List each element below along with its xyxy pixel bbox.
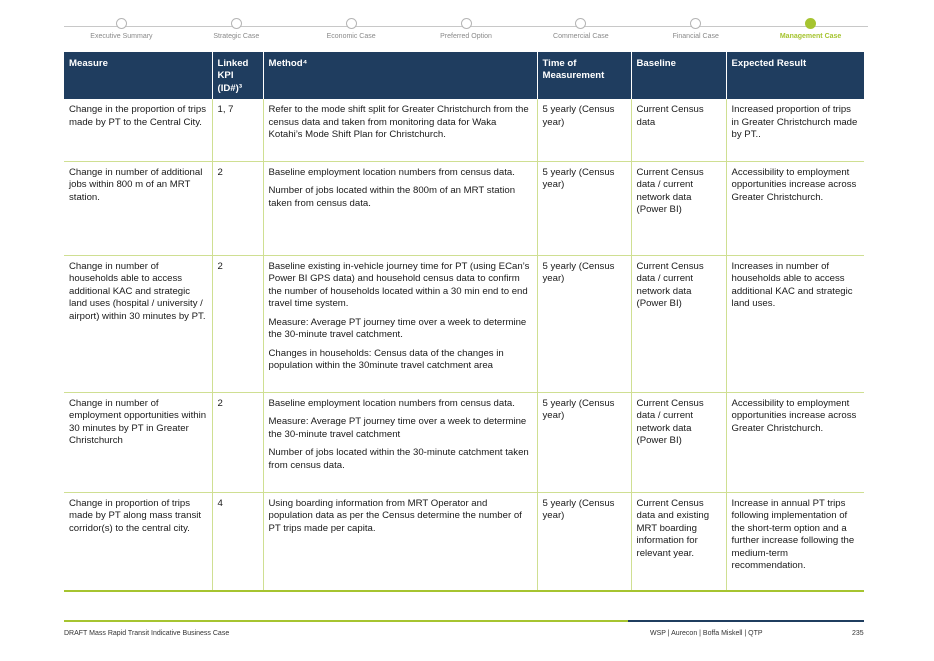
- cell-expected: Accessibility to employment opportunities increase across Greater Christchurch.: [726, 392, 864, 492]
- nav-step-financial-case[interactable]: [638, 18, 753, 40]
- footer-page-number: 235: [852, 630, 864, 637]
- step-marker: [575, 18, 586, 29]
- cell-method: [263, 99, 537, 161]
- cell-method: [263, 492, 537, 591]
- cell-measure: Change in the proportion of trips made by PT to the Central City.: [64, 99, 212, 161]
- cell-baseline: Current Census data / current network data (Power BI): [631, 255, 726, 392]
- step-marker: [231, 18, 242, 29]
- cell-expected: Accessibility to employment opportunities increase across Greater Christchurch.: [726, 161, 864, 255]
- method-paragraph: Number of jobs located within the 30-minute catchment taken from census data.: [268, 447, 529, 471]
- cell-baseline: Current Census data / current network data (Power BI): [631, 392, 726, 492]
- step-label: Preferred Option: [440, 33, 492, 40]
- footer-document-title: DRAFT Mass Rapid Transit Indicative Business Case: [64, 630, 230, 637]
- cell-kpi: 2: [212, 392, 263, 492]
- step-label: Strategic Case: [213, 33, 260, 40]
- cell-expected: Increases in number of households able to access additional KAC and strategic land uses.: [726, 255, 864, 392]
- step-label: Executive Summary: [90, 33, 153, 40]
- cell-method: [263, 161, 537, 255]
- table-row: [64, 255, 864, 392]
- header-measure: Measure: [64, 52, 212, 99]
- table-row: [64, 161, 864, 255]
- nav-step-economic-case[interactable]: [294, 18, 409, 40]
- method-paragraph: Measure: Average PT journey time over a week to determine the 30-minute travel catchment: [268, 416, 527, 440]
- cell-expected: Increased proportion of trips in Greater Christchurch made by PT..: [726, 99, 864, 161]
- table-row: [64, 392, 864, 492]
- method-paragraph: Baseline employment location numbers from census data.: [268, 397, 515, 409]
- step-label: Economic Case: [326, 33, 376, 40]
- header-linked-kpi: Linked KPI (ID#)³: [212, 52, 263, 99]
- cell-time: 5 yearly (Census year): [537, 161, 631, 255]
- cell-kpi: 1, 7: [212, 99, 263, 161]
- cell-measure: Change in number of employment opportunities within 30 minutes by PT in Greater Christchurch: [64, 392, 212, 492]
- section-progress-nav: [64, 18, 868, 48]
- footer-rule-navy: [628, 620, 864, 622]
- measures-table: [64, 52, 864, 592]
- cell-method: [263, 255, 537, 392]
- footer-rule-green: [64, 620, 628, 622]
- method-paragraph: Changes in households: Census data of the changes in population within the 30minute travel catchment area: [268, 347, 504, 372]
- table-header-row: [64, 52, 864, 99]
- step-marker: [461, 18, 472, 29]
- step-marker: [346, 18, 357, 29]
- step-marker: [116, 18, 127, 29]
- method-paragraph: Refer to the mode shift split for Greater Christchurch from the census data and taken from monitoring data for Waka Kotahi’s Mode Shift Plan for Christchurch.: [268, 104, 529, 141]
- header-expected-result: Expected Result: [726, 52, 864, 99]
- step-label: Management Case: [779, 33, 842, 40]
- nav-step-management-case[interactable]: [753, 18, 868, 40]
- method-paragraph: Number of jobs located within the 800m of an MRT station taken from census data.: [268, 185, 516, 209]
- cell-kpi: 2: [212, 161, 263, 255]
- cell-kpi: 4: [212, 492, 263, 591]
- nav-step-commercial-case[interactable]: [523, 18, 638, 40]
- step-marker: [690, 18, 701, 29]
- cell-expected: Increase in annual PT trips following implementation of the short-term option and a further increase following the medium-term recommendation.: [726, 492, 864, 591]
- nav-step-strategic-case[interactable]: [179, 18, 294, 40]
- cell-kpi: 2: [212, 255, 263, 392]
- method-paragraph: Measure: Average PT journey time over a week to determine the 30-minute travel catchment.: [268, 316, 527, 341]
- step-marker-active: [805, 18, 816, 29]
- footer-authors: WSP | Aurecon | Boffa Miskell | QTP: [650, 630, 763, 637]
- cell-baseline: Current Census data and existing MRT boarding information for relevant year.: [631, 492, 726, 591]
- step-label: Financial Case: [672, 33, 719, 40]
- method-paragraph: Using boarding information from MRT Operator and population data as per the Census determine the number of PT trips made per capita.: [268, 497, 522, 534]
- cell-baseline: Current Census data: [631, 99, 726, 161]
- header-baseline: Baseline: [631, 52, 726, 99]
- cell-time: 5 yearly (Census year): [537, 255, 631, 392]
- nav-step-preferred-option[interactable]: [409, 18, 524, 40]
- header-method: Method⁴: [263, 52, 537, 99]
- nav-step-executive-summary[interactable]: [64, 18, 179, 40]
- cell-baseline: Current Census data / current network data (Power BI): [631, 161, 726, 255]
- table-row: [64, 492, 864, 591]
- cell-measure: Change in proportion of trips made by PT along mass transit corridor(s) to the central city.: [64, 492, 212, 591]
- cell-measure: Change in number of additional jobs within 800 m of an MRT station.: [64, 161, 212, 255]
- cell-time: 5 yearly (Census year): [537, 392, 631, 492]
- table-row: [64, 99, 864, 161]
- cell-time: 5 yearly (Census year): [537, 99, 631, 161]
- header-time-of-measurement: Time of Measurement: [537, 52, 631, 99]
- cell-measure: Change in number of households able to access additional KAC and strategic land uses (hospital / university / airport) within 30 minutes by PT.: [64, 255, 212, 392]
- method-paragraph: Baseline existing in-vehicle journey time for PT (using ECan’s Power BI GPS data) and household census data to confirm the number of households located within a 30 min end to end travel time system.: [268, 260, 530, 310]
- method-paragraph: Baseline employment location numbers from census data.: [268, 166, 515, 178]
- cell-method: [263, 392, 537, 492]
- cell-time: 5 yearly (Census year): [537, 492, 631, 591]
- step-label: Commercial Case: [553, 33, 609, 40]
